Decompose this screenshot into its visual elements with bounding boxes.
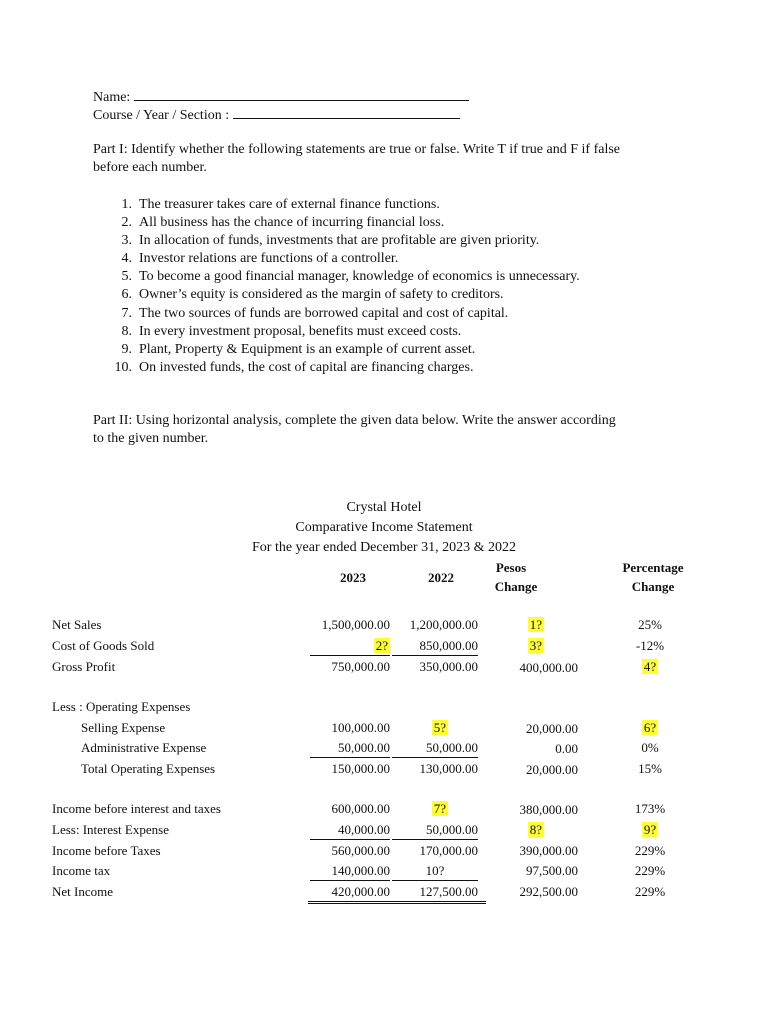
admin-pesos-change: 0.00 — [555, 741, 578, 756]
row-label-income-before-taxes: Income before Taxes — [52, 843, 161, 858]
net-income-2022-value: 127,500.00 — [419, 884, 478, 899]
ebit-pesos-change: 380,000.00 — [519, 802, 578, 817]
name-blank[interactable] — [134, 88, 469, 101]
statement-company-name: Crystal Hotel — [346, 500, 422, 515]
selling-pct-change — [620, 720, 680, 736]
list-item — [110, 305, 580, 323]
interest-2023: 40,000.00 — [310, 822, 390, 840]
cogs-pesos-change — [480, 638, 544, 654]
cogs-pct-change: -12% — [635, 638, 665, 653]
row-label-selling-expense: Selling Expense — [81, 720, 166, 735]
part2-instructions-line2: to the given number. — [93, 431, 209, 446]
item-number: 3. — [121, 233, 132, 249]
selling-2022 — [390, 720, 448, 736]
answer-blank-6: 6? — [643, 720, 657, 735]
course-field-row — [93, 106, 460, 124]
answer-blank-8: 8? — [529, 822, 542, 837]
ebit-pct-change: 173% — [634, 801, 666, 816]
ebt-pesos-change: 390,000.00 — [519, 843, 578, 858]
item-text: In allocation of funds, investments that are profitable are given priority. — [139, 233, 540, 249]
item-text: Owner’s equity is considered as the margin of safety to creditors. — [139, 287, 504, 303]
row-label-interest-expense: Less: Interest Expense — [52, 822, 169, 837]
ebt-2023: 560,000.00 — [331, 843, 390, 858]
row-label-cogs: Cost of Goods Sold — [52, 638, 155, 653]
tax-2023: 140,000.00 — [310, 863, 390, 881]
item-number: 5. — [121, 269, 132, 285]
item-text: Plant, Property & Equipment is an example of current asset. — [139, 341, 476, 357]
column-header-pesos-change: Change — [494, 579, 538, 594]
ebt-pct-change: 229% — [634, 843, 666, 858]
total-opex-2023: 150,000.00 — [331, 761, 390, 776]
column-header-2022: 2022 — [428, 570, 454, 585]
list-item — [110, 323, 580, 341]
net-sales-pct-change: 25% — [638, 617, 662, 632]
cogs-2022: 850,000.00 — [392, 638, 478, 656]
ebit-2023: 600,000.00 — [331, 801, 390, 816]
part1-instructions-line2: before each number. — [93, 160, 207, 175]
part2-instructions-line1: Part II: Using horizontal analysis, complete the given data below. Write the answer according — [93, 413, 616, 428]
admin-2022: 50,000.00 — [392, 740, 478, 758]
item-number: 2. — [121, 215, 132, 231]
row-label-income-tax: Income tax — [52, 863, 111, 878]
item-text: The two sources of funds are borrowed capital and cost of capital. — [139, 305, 509, 321]
item-number: 7. — [121, 305, 132, 321]
total-opex-pct-change: 15% — [638, 761, 662, 776]
gross-profit-2023: 750,000.00 — [331, 659, 390, 674]
ebit-2022 — [390, 801, 448, 817]
item-number: 6. — [121, 287, 132, 303]
part1-instructions-line1: Part I: Identify whether the following statements are true or false. Write T if true and F if false — [93, 142, 620, 157]
tax-pesos-change: 97,500.00 — [526, 863, 578, 878]
row-label-income-before-interest-and-taxes: Income before interest and taxes — [52, 801, 221, 816]
answer-blank-1: 1? — [529, 617, 542, 632]
answer-blank-9: 9? — [643, 822, 657, 837]
list-item — [110, 341, 580, 359]
net-income-pct-change: 229% — [634, 884, 666, 899]
item-number: 10. — [114, 359, 132, 375]
list-item — [110, 232, 580, 250]
answer-blank-4: 4? — [643, 659, 657, 674]
interest-pesos-change — [480, 822, 544, 838]
net-income-2023: 420,000.00 — [308, 884, 390, 904]
item-number: 9. — [121, 341, 132, 357]
net-sales-2023: 1,500,000.00 — [321, 617, 390, 632]
row-label-administrative-expense: Administrative Expense — [81, 740, 207, 755]
total-opex-2022: 130,000.00 — [419, 761, 478, 776]
gross-profit-2022: 350,000.00 — [419, 659, 478, 674]
cogs-2023 — [310, 638, 390, 656]
name-field-row — [93, 88, 469, 106]
row-label-gross-profit: Gross Profit — [52, 659, 116, 674]
total-opex-pesos-change: 20,000.00 — [526, 762, 578, 777]
net-income-pesos-change: 292,500.00 — [519, 884, 578, 899]
course-label: Course / Year / Section : — [93, 108, 230, 123]
item-text: On invested funds, the cost of capital are financing charges. — [139, 359, 474, 375]
column-header-pesos: Pesos — [495, 560, 527, 575]
list-item — [110, 196, 580, 214]
column-header-2023: 2023 — [340, 570, 366, 585]
item-text: In every investment proposal, benefits must exceed costs. — [139, 323, 462, 339]
row-label-net-sales: Net Sales — [52, 617, 102, 632]
column-header-percentage-change: Change — [631, 579, 675, 594]
admin-pct-change: 0% — [641, 740, 659, 755]
net-income-2022 — [390, 884, 486, 904]
list-item — [110, 214, 580, 232]
tax-2022: 10? — [392, 863, 478, 881]
interest-2022: 50,000.00 — [392, 822, 478, 840]
statement-title: Comparative Income Statement — [295, 520, 473, 535]
row-label-net-income: Net Income — [52, 884, 114, 899]
statement-period: For the year ended December 31, 2023 & 2022 — [252, 540, 516, 555]
selling-pesos-change: 20,000.00 — [526, 721, 578, 736]
part1-list — [110, 196, 580, 377]
answer-blank-5: 5? — [433, 720, 446, 735]
answer-blank-2: 2? — [375, 638, 388, 653]
item-text: The treasurer takes care of external finance functions. — [139, 197, 440, 212]
item-number: 1. — [121, 197, 132, 212]
list-item — [110, 250, 580, 268]
gross-profit-pesos-change: 400,000.00 — [519, 660, 578, 675]
item-text: To become a good financial manager, knowledge of economics is unnecessary. — [139, 269, 580, 285]
selling-2023: 100,000.00 — [331, 720, 390, 735]
row-label-less-operating-expenses: Less : Operating Expenses — [52, 699, 191, 714]
item-text: Investor relations are functions of a controller. — [139, 251, 399, 267]
item-number: 8. — [121, 323, 132, 339]
ebt-2022: 170,000.00 — [419, 843, 478, 858]
row-label-total-operating-expenses: Total Operating Expenses — [81, 761, 216, 776]
column-header-percentage: Percentage — [622, 560, 684, 575]
course-blank[interactable] — [233, 106, 460, 119]
net-sales-2022: 1,200,000.00 — [409, 617, 478, 632]
tax-pct-change: 229% — [634, 863, 666, 878]
name-label: Name: — [93, 90, 131, 105]
list-item — [110, 286, 580, 304]
admin-2023: 50,000.00 — [310, 740, 390, 758]
net-sales-pesos-change — [480, 617, 544, 633]
item-number: 4. — [121, 251, 132, 267]
list-item — [110, 359, 580, 377]
answer-blank-7: 7? — [433, 801, 446, 816]
item-text: All business has the chance of incurring financial loss. — [139, 215, 445, 231]
answer-blank-3: 3? — [529, 638, 542, 653]
list-item — [110, 268, 580, 286]
gross-profit-pct-change — [620, 659, 680, 675]
interest-pct-change — [620, 822, 680, 838]
